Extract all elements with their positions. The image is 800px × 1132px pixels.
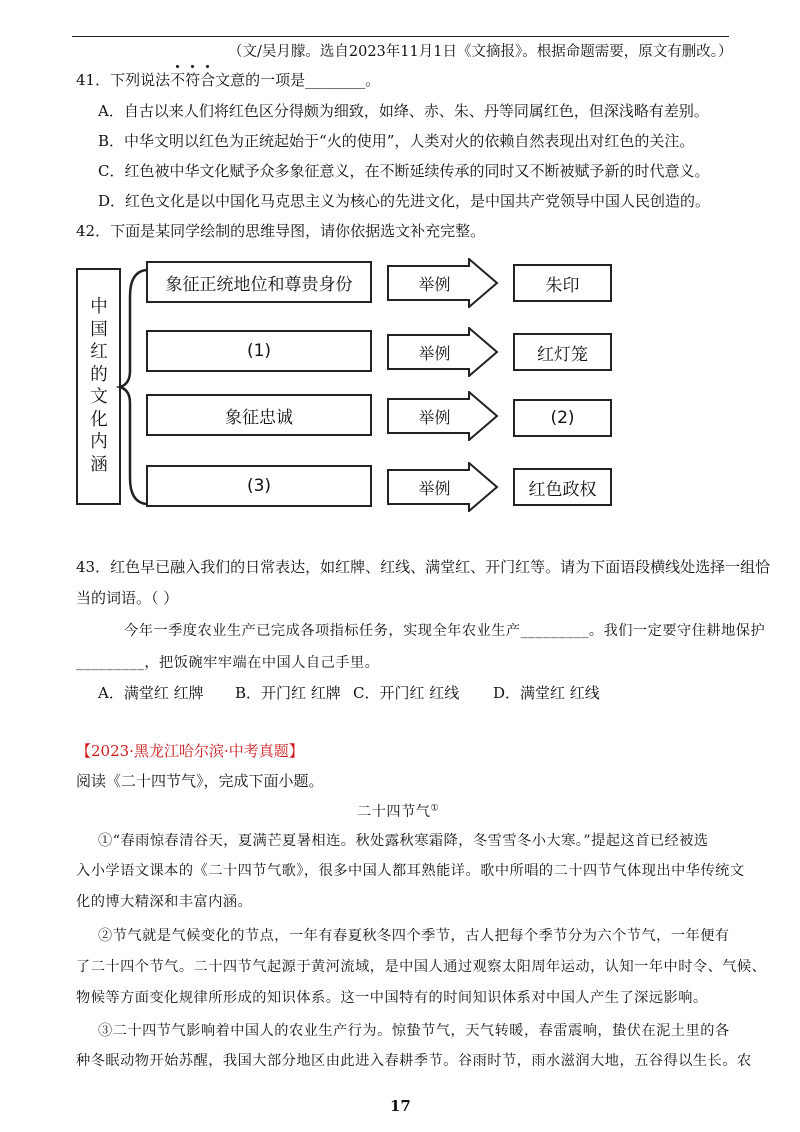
mindmap-row-2-left: (1) — [146, 330, 372, 372]
article-title: 二十四节气① — [357, 803, 440, 820]
q41-emph-char: 不 — [170, 71, 185, 89]
mindmap-row-3-arrow-label: 举例 — [418, 408, 451, 427]
q43-option-a: A．满堂红 红牌 — [98, 684, 204, 702]
mindmap-row-2-arrow-label: 举例 — [418, 344, 451, 363]
mindmap-row-1-arrow-label: 举例 — [418, 275, 451, 294]
mindmap-row-2-right: 红灯笼 — [513, 333, 612, 371]
mindmap-row-1-left: 象征正统地位和尊贵身份 — [146, 261, 372, 303]
title-footnote-mark: ① — [430, 803, 440, 814]
paragraph-2-line-3: 物候等方面变化规律所形成的知识体系。这一中国特有的时间知识体系对中国人产生了深远影响。 — [76, 990, 708, 1006]
q41-option-d: D．红色文化是以中国化马克思主义为核心的先进文化，是中国共产党领导中国人民创造的。 — [98, 192, 711, 210]
mindmap-row-4-right: 红色政权 — [513, 468, 612, 506]
q41-emph-char: 合 — [200, 71, 215, 89]
top-rule — [72, 36, 729, 37]
source-note: （文/吴月朦。选自2023年11月1日《文摘报》。根据命题需要，原文有删改。） — [228, 44, 733, 60]
paragraph-2-line-1: ②节气就是气候变化的节点，一年有春夏秋冬四个季节，古人把每个季节分为六个节气，一年便有 — [98, 928, 730, 944]
q41-option-c: C．红色被中华文化赋予众多象征意义，在不断延续传承的同时又不断被赋予新的时代意义。 — [98, 162, 710, 180]
q43-option-c: C．开门红 红线 — [353, 684, 460, 702]
mindmap-row-3-right: (2) — [513, 399, 612, 437]
page-number: 17 — [390, 1097, 411, 1115]
section-tag: 【2023·黑龙江哈尔滨·中考真题】 — [76, 742, 304, 760]
section-intro: 阅读《二十四节气》，完成下面小题。 — [76, 772, 324, 790]
q41-emph-char: 符 — [185, 71, 200, 89]
q41-option-b: B．中华文明以红色为正统起始于“火的使用”，人类对火的依赖自然表现出对红色的关注。 — [98, 132, 695, 150]
paragraph-3-line-2: 种冬眠动物开始苏醒，我国大部分地区由此进入春耕季节。谷雨时节，雨水滋润大地，五谷得以生长。农 — [76, 1053, 752, 1069]
paragraph-1-line-2: 入小学语文课本的《二十四节气歌》，很多中国人都耳熟能详。歌中所唱的二十四节气体现出中华传统文 — [76, 863, 745, 879]
q43-passage-line-1: 今年一季度农业生产已完成各项指标任务，实现全年农业生产_________。我们一定要守住耕地保护 — [124, 623, 766, 639]
mindmap-row-4-arrow-label: 举例 — [418, 479, 451, 498]
mindmap-root-label: 中国红的文化内涵 — [90, 297, 108, 475]
paragraph-1-line-3: 化的博大精深和丰富内涵。 — [76, 894, 253, 910]
q43-stem-line-1: 43．红色早已融入我们的日常表达，如红牌、红线、满堂红、开门红等。请为下面语段横线处选择一组恰 — [76, 558, 771, 576]
q43-stem-line-2: 当的词语。（ ） — [76, 589, 179, 607]
q43-option-d: D．满堂红 红线 — [493, 684, 600, 702]
q43-option-b: B．开门红 红牌 — [235, 684, 341, 702]
paragraph-2-line-2: 了二十四个节气。二十四节气起源于黄河流域，是中国人通过观察太阳周年运动，认知一年中时令、气候、 — [76, 959, 767, 975]
q41-stem-pre: 41．下列说法 — [76, 71, 171, 89]
q42-stem: 42．下面是某同学绘制的思维导图，请你依据选文补充完整。 — [76, 222, 486, 240]
q43-passage-line-2: _________，把饭碗牢牢端在中国人自己手里。 — [76, 655, 380, 671]
q41-stem — [76, 69, 380, 90]
q41-stem-post: 文意的一项是________。 — [215, 71, 381, 89]
q41-option-a: A．自古以来人们将红色区分得颇为细致，如绛、赤、朱、丹等同属红色，但深浅略有差别。 — [98, 102, 709, 120]
mindmap-row-4-left: (3) — [146, 465, 372, 507]
mindmap-row-1-right: 朱印 — [513, 264, 612, 302]
paragraph-1-line-1: ①“春雨惊春清谷天，夏满芒夏暑相连。秋处露秋寒霜降，冬雪雪冬小大寒。”提起这首已经被选 — [98, 833, 709, 849]
mindmap-row-3-left: 象征忠诚 — [146, 394, 372, 436]
paragraph-3-line-1: ③二十四节气影响着中国人的农业生产行为。惊蛰节气，天气转暖，春雷震响，蛰伏在泥土里的各 — [98, 1023, 730, 1039]
